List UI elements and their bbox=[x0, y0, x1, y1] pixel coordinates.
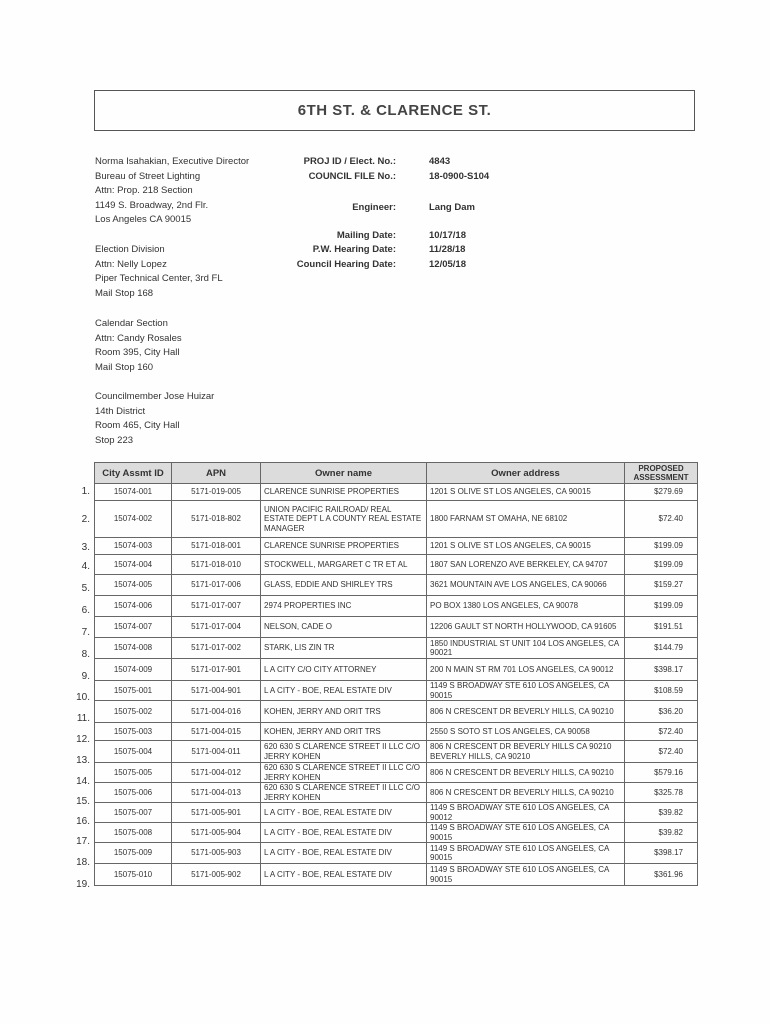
cell-city-assmt-id: 15074-003 bbox=[95, 538, 172, 555]
column-header-owner-name: Owner name bbox=[261, 463, 427, 484]
cell-apn: 5171-017-007 bbox=[172, 596, 261, 617]
council-hearing-date-value: 12/05/18 bbox=[429, 259, 466, 270]
cell-proposed-assessment: $39.82 bbox=[625, 803, 698, 823]
cell-apn: 5171-004-901 bbox=[172, 681, 261, 701]
cell-apn: 5171-018-001 bbox=[172, 538, 261, 555]
table-row bbox=[95, 555, 698, 575]
row-number: 13. bbox=[76, 755, 90, 766]
cell-owner-name: CLARENCE SUNRISE PROPERTIES bbox=[261, 538, 427, 555]
row-number: 11. bbox=[76, 713, 90, 724]
cell-proposed-assessment: $72.40 bbox=[625, 741, 698, 763]
cell-apn: 5171-017-901 bbox=[172, 659, 261, 681]
address-line: 14th District bbox=[95, 405, 146, 417]
engineer-value: Lang Dam bbox=[429, 202, 475, 213]
column-header-owner-address: Owner address bbox=[427, 463, 625, 484]
cell-apn: 5171-005-904 bbox=[172, 823, 261, 843]
table-row bbox=[95, 741, 698, 763]
cell-owner-address: 806 N CRESCENT DR BEVERLY HILLS CA 90210 BEVERLY HILLS, CA 90210 bbox=[427, 741, 625, 763]
cell-city-assmt-id: 15075-008 bbox=[95, 823, 172, 843]
cell-owner-name: L A CITY - BOE, REAL ESTATE DIV bbox=[261, 843, 427, 864]
cell-owner-name: STARK, LIS ZIN TR bbox=[261, 638, 427, 659]
address-line: Attn: Nelly Lopez bbox=[95, 258, 167, 270]
cell-proposed-assessment: $72.40 bbox=[625, 723, 698, 741]
row-number: 19. bbox=[76, 879, 90, 890]
cell-owner-address: 1149 S BROADWAY STE 610 LOS ANGELES, CA 90015 bbox=[427, 823, 625, 843]
cell-proposed-assessment: $361.96 bbox=[625, 864, 698, 886]
address-line: Room 465, City Hall bbox=[95, 420, 180, 432]
address-line: Norma Isahakian, Executive Director bbox=[95, 156, 250, 167]
council-file-label: COUNCIL FILE No.: bbox=[308, 171, 396, 182]
address-line: Bureau of Street Lighting bbox=[95, 170, 201, 182]
row-number: 12. bbox=[76, 734, 90, 745]
cell-apn: 5171-018-010 bbox=[172, 555, 261, 575]
cell-proposed-assessment: $144.79 bbox=[625, 638, 698, 659]
cell-apn: 5171-017-006 bbox=[172, 575, 261, 596]
cell-owner-name: UNION PACIFIC RAILROAD/ REAL ESTATE DEPT L A COUNTY REAL ESTATE MANAGER bbox=[261, 501, 427, 538]
table-row bbox=[95, 843, 698, 864]
cell-owner-address: 200 N MAIN ST RM 701 LOS ANGELES, CA 90012 bbox=[427, 659, 625, 681]
cell-owner-name: L A CITY - BOE, REAL ESTATE DIV bbox=[261, 681, 427, 701]
cell-owner-address: 3621 MOUNTAIN AVE LOS ANGELES, CA 90066 bbox=[427, 575, 625, 596]
cell-city-assmt-id: 15075-001 bbox=[95, 681, 172, 701]
row-number: 4. bbox=[81, 561, 90, 572]
cell-proposed-assessment: $72.40 bbox=[625, 501, 698, 538]
cell-owner-name: STOCKWELL, MARGARET C TR ET AL bbox=[261, 555, 427, 575]
cell-owner-address: 806 N CRESCENT DR BEVERLY HILLS, CA 90210 bbox=[427, 783, 625, 803]
cell-city-assmt-id: 15074-006 bbox=[95, 596, 172, 617]
cell-city-assmt-id: 15075-009 bbox=[95, 843, 172, 864]
cell-owner-address: 1201 S OLIVE ST LOS ANGELES, CA 90015 bbox=[427, 484, 625, 501]
column-header-apn: APN bbox=[172, 463, 261, 484]
cell-city-assmt-id: 15075-006 bbox=[95, 783, 172, 803]
engineer-label: Engineer: bbox=[352, 202, 396, 213]
cell-proposed-assessment: $39.82 bbox=[625, 823, 698, 843]
address-line: Attn: Candy Rosales bbox=[95, 332, 182, 344]
table-row bbox=[95, 864, 698, 886]
cell-owner-name: NELSON, CADE O bbox=[261, 617, 427, 638]
address-line: Election Division bbox=[95, 244, 165, 255]
address-line: 1149 S. Broadway, 2nd Flr. bbox=[95, 199, 209, 211]
cell-owner-address: 1807 SAN LORENZO AVE BERKELEY, CA 94707 bbox=[427, 555, 625, 575]
cell-owner-name: L A CITY C/O CITY ATTORNEY bbox=[261, 659, 427, 681]
cell-owner-name: 620 630 S CLARENCE STREET II LLC C/O JERRY KOHEN bbox=[261, 741, 427, 763]
row-number: 16. bbox=[76, 816, 90, 827]
row-number: 5. bbox=[81, 582, 90, 594]
column-header-city-assmt-id: City Assmt ID bbox=[95, 463, 172, 484]
mailing-date-value: 10/17/18 bbox=[429, 230, 466, 241]
cell-apn: 5171-005-901 bbox=[172, 803, 261, 823]
table-row bbox=[95, 681, 698, 701]
proj-id-value: 4843 bbox=[429, 156, 451, 167]
cell-city-assmt-id: 15074-007 bbox=[95, 617, 172, 638]
table-row bbox=[95, 659, 698, 681]
cell-owner-name: CLARENCE SUNRISE PROPERTIES bbox=[261, 484, 427, 501]
cell-proposed-assessment: $398.17 bbox=[625, 843, 698, 864]
cell-city-assmt-id: 15075-003 bbox=[95, 723, 172, 741]
row-number: 8. bbox=[81, 648, 90, 660]
cell-owner-name: 620 630 S CLARENCE STREET II LLC C/O JERRY KOHEN bbox=[261, 783, 427, 803]
cell-apn: 5171-017-004 bbox=[172, 617, 261, 638]
cell-owner-address: 1149 S BROADWAY STE 610 LOS ANGELES, CA 90015 bbox=[427, 681, 625, 701]
address-block-election-division bbox=[95, 243, 223, 301]
row-number: 2. bbox=[81, 513, 90, 525]
document-title: 6TH ST. & CLARENCE ST. bbox=[94, 90, 695, 131]
cell-apn: 5171-004-015 bbox=[172, 723, 261, 741]
mailing-date-label: Mailing Date: bbox=[336, 230, 396, 241]
cell-owner-name: L A CITY - BOE, REAL ESTATE DIV bbox=[261, 803, 427, 823]
cell-apn: 5171-004-012 bbox=[172, 763, 261, 783]
cell-proposed-assessment: $579.16 bbox=[625, 763, 698, 783]
address-line: Councilmember Jose Huizar bbox=[95, 391, 215, 402]
row-number: 7. bbox=[81, 626, 90, 638]
row-number: 18. bbox=[76, 856, 90, 868]
cell-proposed-assessment: $36.20 bbox=[625, 701, 698, 723]
cell-proposed-assessment: $199.09 bbox=[625, 596, 698, 617]
cell-city-assmt-id: 15074-008 bbox=[95, 638, 172, 659]
address-line: Calendar Section bbox=[95, 318, 168, 329]
address-line: Attn: Prop. 218 Section bbox=[95, 185, 193, 197]
address-line: Mail Stop 168 bbox=[95, 287, 154, 299]
address-line: Mail Stop 160 bbox=[95, 361, 154, 373]
cell-owner-address: 2550 S SOTO ST LOS ANGELES, CA 90058 bbox=[427, 723, 625, 741]
row-number: 3. bbox=[81, 541, 90, 553]
table-row bbox=[95, 783, 698, 803]
table-row bbox=[95, 723, 698, 741]
cell-owner-name: L A CITY - BOE, REAL ESTATE DIV bbox=[261, 823, 427, 843]
cell-owner-name: 2974 PROPERTIES INC bbox=[261, 596, 427, 617]
row-number: 10. bbox=[76, 692, 90, 703]
cell-apn: 5171-004-013 bbox=[172, 783, 261, 803]
address-block-calendar-section bbox=[95, 317, 182, 375]
cell-proposed-assessment: $191.51 bbox=[625, 617, 698, 638]
cell-proposed-assessment: $325.78 bbox=[625, 783, 698, 803]
cell-city-assmt-id: 15074-002 bbox=[95, 501, 172, 538]
cell-owner-address: PO BOX 1380 LOS ANGELES, CA 90078 bbox=[427, 596, 625, 617]
cell-owner-address: 1149 S BROADWAY STE 610 LOS ANGELES, CA 90012 bbox=[427, 803, 625, 823]
table-row bbox=[95, 484, 698, 501]
cell-city-assmt-id: 15074-009 bbox=[95, 659, 172, 681]
cell-owner-address: 1149 S BROADWAY STE 610 LOS ANGELES, CA 90015 bbox=[427, 843, 625, 864]
cell-owner-address: 1800 FARNAM ST OMAHA, NE 68102 bbox=[427, 501, 625, 538]
cell-owner-address: 12206 GAULT ST NORTH HOLLYWOOD, CA 91605 bbox=[427, 617, 625, 638]
table-row bbox=[95, 596, 698, 617]
cell-apn: 5171-019-005 bbox=[172, 484, 261, 501]
pw-hearing-date-value: 11/28/18 bbox=[429, 244, 466, 255]
cell-proposed-assessment: $398.17 bbox=[625, 659, 698, 681]
cell-city-assmt-id: 15074-005 bbox=[95, 575, 172, 596]
assessment-table bbox=[94, 462, 698, 886]
table-header-row bbox=[95, 463, 698, 484]
cell-city-assmt-id: 15074-004 bbox=[95, 555, 172, 575]
council-file-value: 18-0900-S104 bbox=[429, 171, 490, 182]
cell-owner-name: L A CITY - BOE, REAL ESTATE DIV bbox=[261, 864, 427, 886]
table-row bbox=[95, 803, 698, 823]
row-number: 15. bbox=[76, 796, 90, 807]
cell-owner-address: 806 N CRESCENT DR BEVERLY HILLS, CA 90210 bbox=[427, 701, 625, 723]
proj-id-label: PROJ ID / Elect. No.: bbox=[303, 156, 396, 167]
cell-city-assmt-id: 15075-004 bbox=[95, 741, 172, 763]
row-number: 1. bbox=[81, 485, 90, 497]
cell-owner-name: 620 630 S CLARENCE STREET II LLC C/O JERRY KOHEN bbox=[261, 763, 427, 783]
row-number: 17. bbox=[76, 835, 90, 847]
table-row bbox=[95, 701, 698, 723]
table-row bbox=[95, 763, 698, 783]
address-line: Room 395, City Hall bbox=[95, 347, 180, 359]
table-row bbox=[95, 538, 698, 555]
cell-owner-address: 1201 S OLIVE ST LOS ANGELES, CA 90015 bbox=[427, 538, 625, 555]
cell-owner-address: 806 N CRESCENT DR BEVERLY HILLS, CA 90210 bbox=[427, 763, 625, 783]
cell-city-assmt-id: 15074-001 bbox=[95, 484, 172, 501]
cell-owner-name: KOHEN, JERRY AND ORIT TRS bbox=[261, 701, 427, 723]
cell-city-assmt-id: 15075-010 bbox=[95, 864, 172, 886]
council-hearing-date-label: Council Hearing Date: bbox=[296, 259, 396, 270]
row-number: 9. bbox=[81, 671, 90, 682]
table-row bbox=[95, 501, 698, 538]
cell-apn: 5171-018-802 bbox=[172, 501, 261, 538]
table-row bbox=[95, 617, 698, 638]
cell-apn: 5171-017-002 bbox=[172, 638, 261, 659]
row-number: 14. bbox=[76, 776, 90, 787]
cell-proposed-assessment: $108.59 bbox=[625, 681, 698, 701]
cell-proposed-assessment: $279.69 bbox=[625, 484, 698, 501]
cell-city-assmt-id: 15075-005 bbox=[95, 763, 172, 783]
cell-apn: 5171-005-902 bbox=[172, 864, 261, 886]
row-number: 6. bbox=[81, 604, 90, 616]
table-row bbox=[95, 823, 698, 843]
cell-city-assmt-id: 15075-007 bbox=[95, 803, 172, 823]
cell-owner-address: 1149 S BROADWAY STE 610 LOS ANGELES, CA 90015 bbox=[427, 864, 625, 886]
column-header-proposed-assessment: PROPOSED ASSESSMENT bbox=[625, 463, 698, 484]
address-line: Piper Technical Center, 3rd FL bbox=[95, 273, 223, 285]
cell-proposed-assessment: $199.09 bbox=[625, 538, 698, 555]
cell-owner-name: GLASS, EDDIE AND SHIRLEY TRS bbox=[261, 575, 427, 596]
cell-apn: 5171-005-903 bbox=[172, 843, 261, 864]
cell-owner-name: KOHEN, JERRY AND ORIT TRS bbox=[261, 723, 427, 741]
cell-city-assmt-id: 15075-002 bbox=[95, 701, 172, 723]
cell-apn: 5171-004-016 bbox=[172, 701, 261, 723]
cell-proposed-assessment: $199.09 bbox=[625, 555, 698, 575]
cell-proposed-assessment: $159.27 bbox=[625, 575, 698, 596]
table-row bbox=[95, 575, 698, 596]
address-line: Los Angeles CA 90015 bbox=[95, 214, 192, 226]
address-block-councilmember bbox=[95, 390, 214, 448]
table-row bbox=[95, 638, 698, 659]
cell-apn: 5171-004-011 bbox=[172, 741, 261, 763]
pw-hearing-date-label: P.W. Hearing Date: bbox=[312, 244, 396, 255]
cell-owner-address: 1850 INDUSTRIAL ST UNIT 104 LOS ANGELES, CA 90021 bbox=[427, 638, 625, 659]
address-line: Stop 223 bbox=[95, 434, 134, 446]
